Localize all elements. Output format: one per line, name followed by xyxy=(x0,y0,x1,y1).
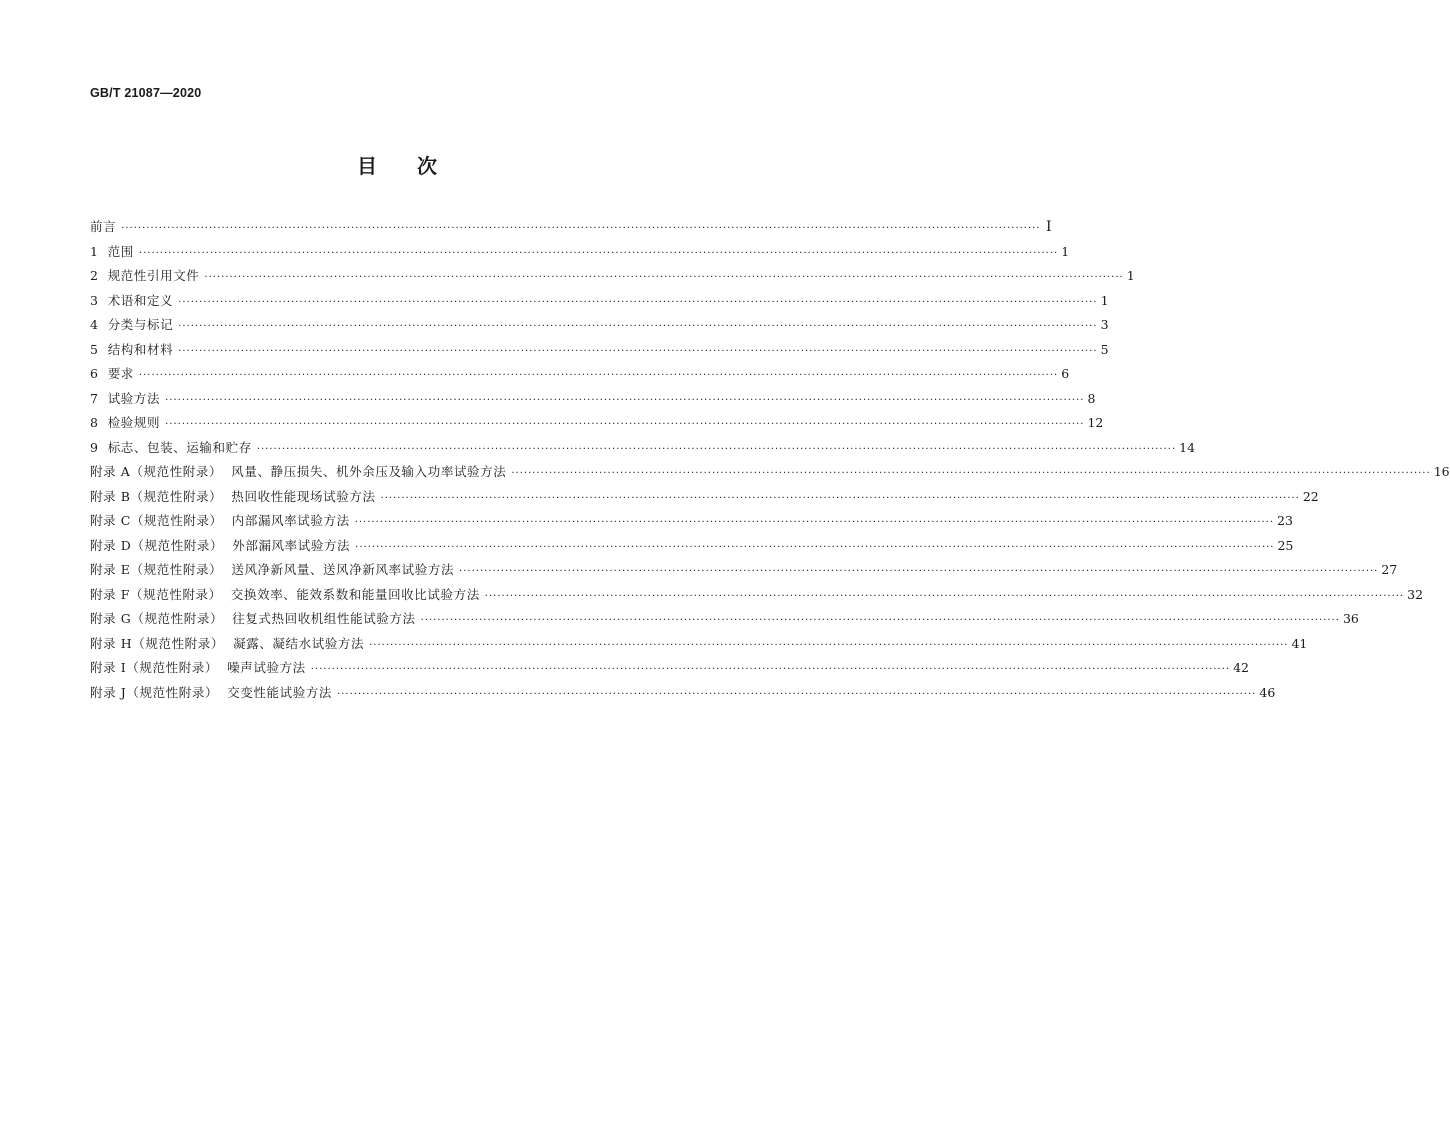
toc-entry-page: 36 xyxy=(1342,611,1359,626)
toc-leader-dots: ···························································································································································································································· xyxy=(178,345,1098,357)
toc-entry-page: 3 xyxy=(1100,317,1109,332)
toc-entry-page: 5 xyxy=(1100,341,1109,357)
toc-entry-page: 6 xyxy=(1061,366,1070,381)
toc-leader-dots: ···························································································································································································································· xyxy=(511,468,1431,479)
toc-entry-page: 1 xyxy=(1126,268,1135,283)
toc-entry-label: 附录 G（规范性附录） 往复式热回收机组性能试验方法 xyxy=(90,611,416,626)
toc-leader-dots: ···························································································································································································································· xyxy=(138,247,1059,259)
toc-entry-label: 8 检验规则 xyxy=(90,415,161,430)
toc-leader-dots: ···························································································································································································································· xyxy=(459,566,1379,577)
toc-entry[interactable] xyxy=(90,387,1096,412)
toc-entry[interactable] xyxy=(90,534,1294,559)
toc-leader-dots: ···························································································································································································································· xyxy=(178,296,1098,308)
toc-leader-dots: ···························································································································································································································· xyxy=(420,615,1340,626)
toc-entry-page: 42 xyxy=(1233,660,1249,675)
toc-entry[interactable] xyxy=(90,681,1276,706)
toc-entry-page: 25 xyxy=(1277,537,1294,553)
toc-entry[interactable] xyxy=(90,460,1450,485)
toc-entry-label: 附录 I（规范性附录） 噪声试验方法 xyxy=(90,660,306,675)
table-of-contents xyxy=(90,215,1450,705)
toc-leader-dots: ···························································································································································································································· xyxy=(337,688,1257,700)
toc-entry[interactable] xyxy=(90,313,1109,338)
toc-leader-dots: ···························································································································································································································· xyxy=(355,541,1275,553)
toc-entry[interactable] xyxy=(90,485,1319,510)
toc-entry[interactable] xyxy=(90,411,1104,436)
document-code: GB/T 21087—2020 xyxy=(90,86,202,100)
toc-entry-label: 附录 C（规范性附录） 内部漏风率试验方法 xyxy=(90,513,350,528)
toc-leader-dots: ···························································································································································································································· xyxy=(484,590,1405,602)
toc-entry[interactable] xyxy=(90,264,1135,289)
toc-title: 目次 xyxy=(357,154,477,178)
toc-entry[interactable] xyxy=(90,583,1424,608)
toc-entry-label: 附录 A（规范性附录） 风量、静压损失、机外余压及输入功率试验方法 xyxy=(90,464,507,479)
toc-entry[interactable] xyxy=(90,240,1070,265)
toc-entry-page: 41 xyxy=(1291,635,1308,651)
toc-entry-label: 附录 J（规范性附录） 交变性能试验方法 xyxy=(90,684,333,700)
toc-entry-label: 附录 H（规范性附录） 凝露、凝结水试验方法 xyxy=(90,635,365,651)
toc-leader-dots: ···························································································································································································································· xyxy=(256,443,1177,455)
toc-entry-page: 22 xyxy=(1302,488,1319,504)
toc-leader-dots: ···························································································································································································································· xyxy=(369,639,1289,651)
toc-entry[interactable] xyxy=(90,607,1359,632)
toc-entry-page: 27 xyxy=(1381,562,1398,577)
toc-entry-label: 前言 xyxy=(90,219,117,234)
toc-entry-page: 32 xyxy=(1407,586,1424,602)
toc-entry-label: 附录 E（规范性附录） 送风净新风量、送风净新风率试验方法 xyxy=(90,562,455,577)
toc-entry-label: 附录 B（规范性附录） 热回收性能现场试验方法 xyxy=(90,488,376,504)
toc-entry[interactable] xyxy=(90,632,1308,657)
toc-leader-dots: ···························································································································································································································· xyxy=(354,517,1275,528)
toc-entry-label: 附录 D（规范性附录） 外部漏风率试验方法 xyxy=(90,537,351,553)
toc-entry-label: 7 试验方法 xyxy=(90,390,161,406)
toc-entry-label: 2 规范性引用文件 xyxy=(90,268,200,283)
toc-entry-label: 5 结构和材料 xyxy=(90,341,174,357)
toc-entry-page: 46 xyxy=(1259,684,1276,700)
toc-entry-label: 6 要求 xyxy=(90,366,134,381)
toc-entry[interactable] xyxy=(90,656,1249,681)
toc-entry[interactable] xyxy=(90,338,1109,363)
toc-entry-page: Ⅰ xyxy=(1046,220,1052,235)
toc-entry-label: 1 范围 xyxy=(90,243,134,259)
toc-leader-dots: ···························································································································································································································· xyxy=(178,321,1098,332)
toc-entry-page: 16 xyxy=(1433,464,1450,479)
toc-leader-dots: ···························································································································································································································· xyxy=(204,272,1124,283)
toc-entry-label: 附录 F（规范性附录） 交换效率、能效系数和能量回收比试验方法 xyxy=(90,586,480,602)
toc-leader-dots: ···························································································································································································································· xyxy=(380,492,1300,504)
toc-entry-page: 1 xyxy=(1061,243,1070,259)
toc-entry[interactable] xyxy=(90,289,1109,314)
toc-leader-dots: ···························································································································································································································· xyxy=(138,370,1059,381)
toc-entry-page: 8 xyxy=(1087,390,1096,406)
toc-entry[interactable] xyxy=(90,558,1398,583)
toc-entry-page: 14 xyxy=(1179,439,1196,455)
toc-leader-dots: ···························································································································································································································· xyxy=(165,419,1085,430)
toc-entry-label: 4 分类与标记 xyxy=(90,317,174,332)
toc-leader-dots: ···························································································································································································································· xyxy=(165,394,1085,406)
toc-entry-label: 9 标志、包装、运输和贮存 xyxy=(90,439,252,455)
toc-entry[interactable] xyxy=(90,509,1293,534)
toc-entry[interactable] xyxy=(90,362,1070,387)
toc-entry-page: 12 xyxy=(1087,415,1104,430)
toc-entry[interactable] xyxy=(90,436,1196,461)
toc-entry-page: 1 xyxy=(1100,292,1109,308)
toc-entry-label: 3 术语和定义 xyxy=(90,292,174,308)
toc-entry[interactable] xyxy=(90,215,1052,240)
toc-entry-page: 23 xyxy=(1277,513,1293,528)
toc-leader-dots: ···························································································································································································································· xyxy=(121,223,1041,234)
toc-leader-dots: ···························································································································································································································· xyxy=(310,664,1231,675)
